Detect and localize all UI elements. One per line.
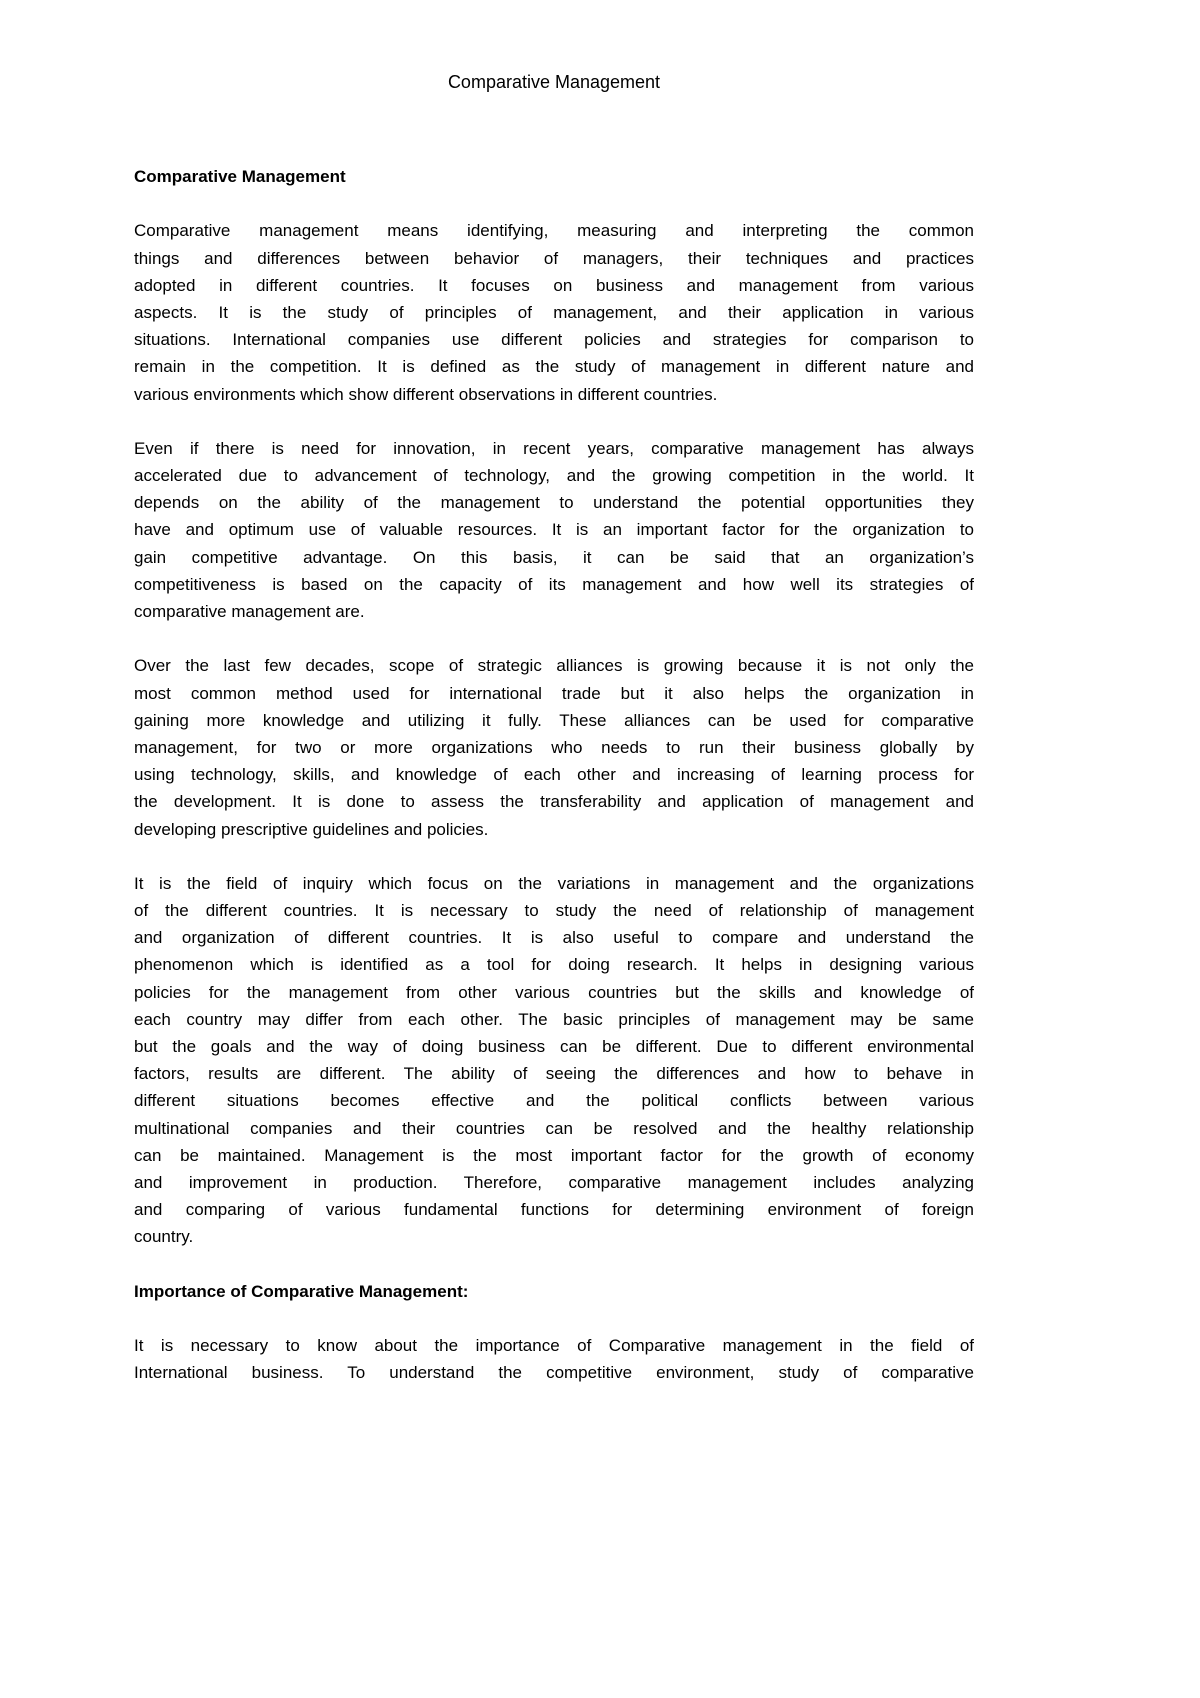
text-line: depends on the ability of the management to understand the potential opportunities they	[134, 493, 974, 513]
text-line: situations. International companies use different policies and strategies for comparison to	[134, 330, 974, 350]
text-line: things and differences between behavior of managers, their techniques and practices	[134, 248, 974, 268]
text-line: adopted in different countries. It focuses on business and management from various	[134, 275, 974, 295]
text-line: Over the last few decades, scope of strategic alliances is growing because it is not only the	[134, 656, 974, 676]
text-line: Even if there is need for innovation, in recent years, comparative management has always	[134, 438, 974, 458]
text-line: multinational companies and their countries can be resolved and the healthy relationship	[134, 1118, 974, 1138]
text-line: Comparative management means identifying, measuring and interpreting the common	[134, 221, 974, 241]
text-line: management, for two or more organizations who needs to run their business globally by	[134, 737, 974, 757]
document-body	[134, 163, 974, 1386]
text-line: can be maintained. Management is the most important factor for the growth of economy	[134, 1145, 974, 1165]
text-line: comparative management are.	[134, 602, 365, 621]
section-heading: Comparative Management	[134, 167, 346, 186]
text-line: of the different countries. It is necessary to study the need of relationship of management	[134, 901, 974, 921]
paragraph	[134, 870, 974, 1251]
text-line: and comparing of various fundamental functions for determining environment of foreign	[134, 1200, 974, 1220]
text-line: International business. To understand the competitive environment, study of comparative	[134, 1363, 974, 1383]
text-line: accelerated due to advancement of technology, and the growing competition in the world. It	[134, 466, 974, 486]
paragraph	[134, 1332, 974, 1386]
text-line: and improvement in production. Therefore, comparative management includes analyzing	[134, 1172, 974, 1192]
text-line: country.	[134, 1227, 194, 1247]
text-line: have and optimum use of valuable resources. It is an important factor for the organization to	[134, 520, 974, 540]
text-line: different situations becomes effective and the political conflicts between various	[134, 1091, 974, 1111]
text-line: gaining more knowledge and utilizing it fully. These alliances can be used for comparative	[134, 710, 974, 730]
section-heading: Importance of Comparative Management:	[134, 1281, 469, 1301]
text-line: policies for the management from other various countries but the skills and knowledge of	[134, 982, 974, 1002]
text-line: competitiveness is based on the capacity of its management and how well its strategies of	[134, 574, 974, 594]
text-line: aspects. It is the study of principles of management, and their application in various	[134, 302, 974, 322]
text-line: gain competitive advantage. On this basis, it can be said that an organization’s	[134, 547, 974, 567]
text-line: phenomenon which is identified as a tool for doing research. It helps in designing various	[134, 955, 974, 975]
text-line: factors, results are different. The ability of seeing the differences and how to behave in	[134, 1064, 974, 1084]
text-line: remain in the competition. It is defined as the study of management in different nature and	[134, 357, 974, 377]
paragraph	[134, 652, 974, 842]
text-line: It is necessary to know about the importance of Comparative management in the field of	[134, 1336, 974, 1356]
text-line: using technology, skills, and knowledge of each other and increasing of learning process for	[134, 765, 974, 785]
text-line: developing prescriptive guidelines and policies.	[134, 819, 489, 839]
text-line: It is the field of inquiry which focus on the variations in management and the organizations	[134, 873, 974, 893]
text-line: each country may differ from each other. The basic principles of management may be same	[134, 1009, 974, 1029]
text-line: and organization of different countries. It is also useful to compare and understand the	[134, 928, 974, 948]
text-line: various environments which show different observations in different countries.	[134, 384, 718, 404]
document-title: Comparative Management	[447, 72, 661, 92]
paragraph	[134, 217, 974, 407]
text-line: but the goals and the way of doing business can be different. Due to different environmental	[134, 1037, 974, 1056]
paragraph	[134, 435, 974, 625]
text-line: the development. It is done to assess the transferability and application of management and	[134, 792, 974, 812]
text-line: most common method used for international trade but it also helps the organization in	[134, 683, 974, 703]
